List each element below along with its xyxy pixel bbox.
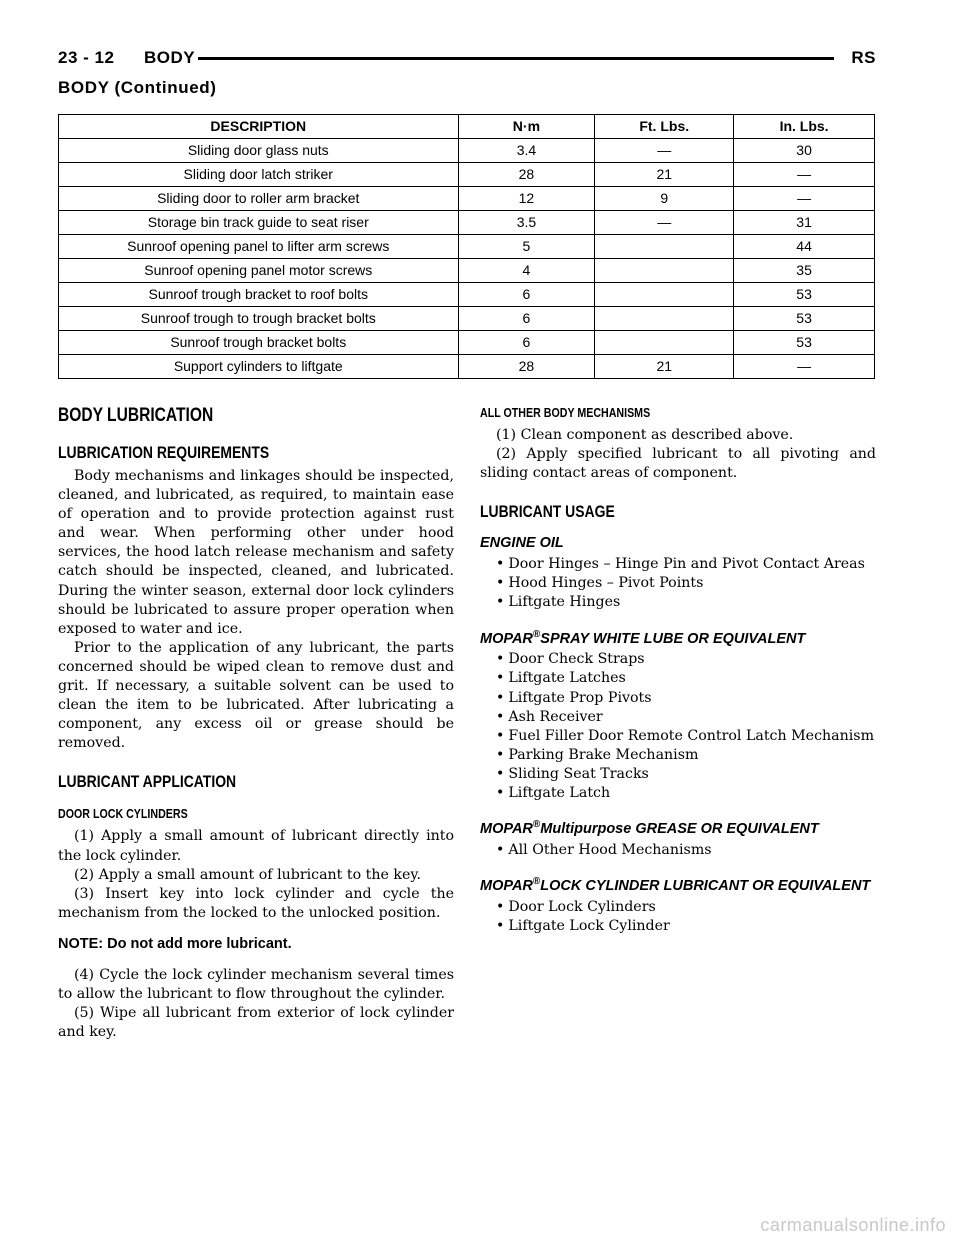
list-item-text: Liftgate Prop Pivots <box>508 689 652 706</box>
cell-description: Sliding door latch striker <box>59 163 459 187</box>
registered-mark: ® <box>532 876 541 888</box>
cell-ft-lbs <box>595 307 734 331</box>
bullet-icon: • <box>496 785 505 802</box>
door-lock-step-3: (3) Insert key into lock cylinder and cycle the mechanism from the locked to the unlocked position. <box>58 885 454 921</box>
list-item-text: Ash Receiver <box>508 708 603 725</box>
table-row <box>59 355 875 379</box>
list-item-text: Sliding Seat Tracks <box>508 765 649 782</box>
cell-ft-lbs: — <box>595 211 734 235</box>
engine-oil-list <box>480 555 876 612</box>
list-item-text: Fuel Filler Door Remote Control Latch Mechanism <box>508 727 875 744</box>
engine-oil-heading: ENGINE OIL <box>480 535 564 552</box>
table-row <box>59 259 875 283</box>
lubrication-requirements-heading: LUBRICATION REQUIREMENTS <box>58 443 270 462</box>
list-item <box>480 727 876 746</box>
cell-in-lbs: 35 <box>734 259 875 283</box>
bullet-icon: • <box>496 898 505 915</box>
list-item <box>480 593 876 612</box>
bullet-icon: • <box>496 841 505 858</box>
left-column <box>58 404 454 1042</box>
door-lock-step-4: (4) Cycle the lock cylinder mechanism several times to allow the lubricant to flow throughout the cylinder. <box>58 966 454 1002</box>
registered-mark: ® <box>532 819 541 831</box>
product-name: LOCK CYLINDER LUBRICANT OR EQUIVALENT <box>540 877 871 894</box>
brand-name: MOPAR <box>480 877 533 894</box>
table-row <box>59 235 875 259</box>
list-item-text: Parking Brake Mechanism <box>508 746 699 763</box>
cell-ft-lbs <box>595 331 734 355</box>
cell-ft-lbs <box>595 259 734 283</box>
cell-description: Storage bin track guide to seat riser <box>59 211 459 235</box>
cell-in-lbs: 31 <box>734 211 875 235</box>
list-item-text: Liftgate Hinges <box>508 594 621 611</box>
list-item <box>480 574 876 593</box>
cell-description: Sliding door to roller arm bracket <box>59 187 459 211</box>
continued-title: BODY (Continued) <box>58 78 217 97</box>
registered-mark: ® <box>532 628 541 640</box>
requirements-paragraph-1: Body mechanisms and linkages should be inspected, cleaned, and lubricated, as required, to maintain ease of operation and to provide protection against rust and wear. When performing other under hood services, the hood latch release mechanism and safety catch should be inspected, cleaned, and lubricated. During the winter season, external door lock cylinders should be lubricated to assure proper operation when exposed to water and ice. <box>58 468 454 637</box>
table-row <box>59 163 875 187</box>
list-item <box>480 784 876 803</box>
list-item-text: Liftgate Latches <box>508 670 626 687</box>
col-header-ft-lbs: Ft. Lbs. <box>595 115 734 139</box>
list-item <box>480 765 876 784</box>
cell-in-lbs: 53 <box>734 283 875 307</box>
list-item <box>480 898 876 917</box>
cell-nm: 3.5 <box>458 211 595 235</box>
list-item <box>480 841 876 860</box>
cell-ft-lbs: — <box>595 139 734 163</box>
page-header <box>58 46 876 72</box>
cell-ft-lbs: 21 <box>595 355 734 379</box>
product-name: SPRAY WHITE LUBE OR EQUIVALENT <box>540 630 806 647</box>
door-lock-step-2: (2) Apply a small amount of lubricant to the key. <box>74 866 422 883</box>
cell-in-lbs: 30 <box>734 139 875 163</box>
cell-description: Sunroof trough bracket to roof bolts <box>59 283 459 307</box>
lock-lubricant-heading <box>480 874 876 894</box>
table-body <box>59 139 875 379</box>
grease-heading <box>480 817 876 837</box>
brand-name: MOPAR <box>480 630 533 647</box>
table-row <box>59 187 875 211</box>
table-header-row <box>59 115 875 139</box>
lubricant-usage-heading: LUBRICANT USAGE <box>480 502 615 522</box>
watermark: carmanualsonline.info <box>760 1215 946 1235</box>
bullet-icon: • <box>496 689 505 706</box>
cell-description: Sunroof trough to trough bracket bolts <box>59 307 459 331</box>
list-item-text: Liftgate Latch <box>508 785 611 802</box>
cell-nm: 28 <box>458 163 595 187</box>
lock-lubricant-list <box>480 898 876 936</box>
bullet-icon: • <box>496 765 505 782</box>
list-item-text: Door Lock Cylinders <box>508 898 656 915</box>
cell-in-lbs: — <box>734 187 875 211</box>
cell-ft-lbs <box>595 235 734 259</box>
spray-lube-list <box>480 650 876 803</box>
bullet-icon: • <box>496 670 505 687</box>
table-row <box>59 139 875 163</box>
door-lock-step-5: (5) Wipe all lubricant from exterior of lock cylinder and key. <box>58 1005 454 1041</box>
header-rule <box>198 57 834 60</box>
table-row <box>59 307 875 331</box>
bullet-icon: • <box>496 651 505 668</box>
bullet-icon: • <box>496 746 505 763</box>
cell-nm: 6 <box>458 331 595 355</box>
body-lubrication-title: BODY LUBRICATION <box>58 405 214 426</box>
note-text: NOTE: Do not add more lubricant. <box>58 935 292 952</box>
cell-in-lbs: — <box>734 163 875 187</box>
bullet-icon: • <box>496 727 505 744</box>
product-name: Multipurpose GREASE OR EQUIVALENT <box>540 820 819 837</box>
spray-lube-heading <box>480 627 876 647</box>
cell-description: Sunroof opening panel to lifter arm screws <box>59 235 459 259</box>
cell-description: Sliding door glass nuts <box>59 139 459 163</box>
lubricant-application-heading: LUBRICANT APPLICATION <box>58 772 237 792</box>
door-lock-step-1: (1) Apply a small amount of lubricant directly into the lock cylinder. <box>58 828 454 864</box>
list-item-text: Door Check Straps <box>508 651 645 668</box>
list-item <box>480 555 876 574</box>
cell-ft-lbs <box>595 283 734 307</box>
cell-nm: 28 <box>458 355 595 379</box>
table-row <box>59 211 875 235</box>
vehicle-code: RS <box>851 48 876 67</box>
cell-nm: 12 <box>458 187 595 211</box>
cell-nm: 6 <box>458 283 595 307</box>
cell-in-lbs: — <box>734 355 875 379</box>
cell-in-lbs: 53 <box>734 331 875 355</box>
right-column <box>480 404 876 936</box>
cell-in-lbs: 44 <box>734 235 875 259</box>
list-item <box>480 689 876 708</box>
bullet-icon: • <box>496 575 505 592</box>
page-number: 23 - 12 <box>58 48 115 67</box>
list-item <box>480 669 876 688</box>
torque-spec-table <box>58 114 875 379</box>
bullet-icon: • <box>496 917 505 934</box>
cell-nm: 4 <box>458 259 595 283</box>
requirements-paragraph-2: Prior to the application of any lubricant, the parts concerned should be wiped clean to remove dust and grit. If necessary, a suitable solvent can be used to clean the item to be lubricated. After lubricating a component, any excess oil or grease should be removed. <box>58 639 454 752</box>
cell-nm: 5 <box>458 235 595 259</box>
cell-ft-lbs: 21 <box>595 163 734 187</box>
bullet-icon: • <box>496 594 505 611</box>
list-item <box>480 650 876 669</box>
other-step-2: (2) Apply specified lubricant to all pivoting and sliding contact areas of component. <box>480 446 876 482</box>
list-item-text: Liftgate Lock Cylinder <box>508 917 670 934</box>
list-item-text: All Other Hood Mechanisms <box>508 841 712 858</box>
cell-in-lbs: 53 <box>734 307 875 331</box>
list-item <box>480 917 876 936</box>
brand-name: MOPAR <box>480 820 533 837</box>
cell-nm: 3.4 <box>458 139 595 163</box>
door-lock-cylinders-heading: DOOR LOCK CYLINDERS <box>58 806 188 822</box>
cell-description: Sunroof opening panel motor screws <box>59 259 459 283</box>
section-name: BODY <box>144 48 196 67</box>
list-item <box>480 708 876 727</box>
cell-ft-lbs: 9 <box>595 187 734 211</box>
grease-list <box>480 841 876 860</box>
col-header-description: DESCRIPTION <box>59 115 459 139</box>
list-item-text: Hood Hinges – Pivot Points <box>508 575 704 592</box>
col-header-in-lbs: In. Lbs. <box>734 115 875 139</box>
list-item <box>480 746 876 765</box>
cell-description: Support cylinders to liftgate <box>59 355 459 379</box>
col-header-nm: N·m <box>458 115 595 139</box>
bullet-icon: • <box>496 708 505 725</box>
cell-description: Sunroof trough bracket bolts <box>59 331 459 355</box>
all-other-mechanisms-heading: ALL OTHER BODY MECHANISMS <box>480 405 651 420</box>
table-row <box>59 283 875 307</box>
table-row <box>59 331 875 355</box>
cell-nm: 6 <box>458 307 595 331</box>
other-step-1: (1) Clean component as described above. <box>496 427 794 443</box>
bullet-icon: • <box>496 556 505 573</box>
list-item-text: Door Hinges – Hinge Pin and Pivot Contact Areas <box>508 556 865 573</box>
